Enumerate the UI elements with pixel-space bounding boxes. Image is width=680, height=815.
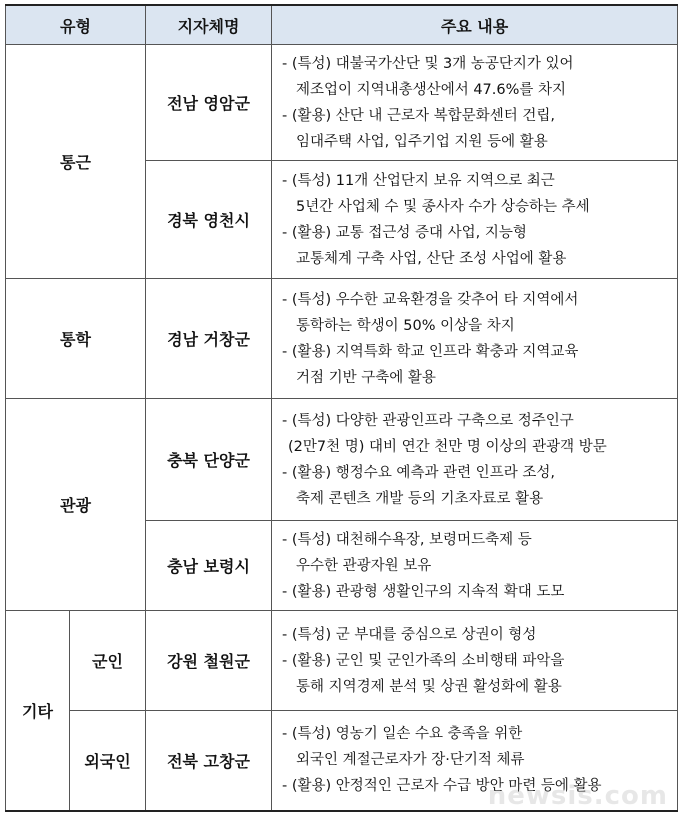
type-cell: 관광	[6, 399, 146, 611]
content-line: 교통체계 구축 사업, 산단 조성 사업에 활용	[296, 250, 567, 267]
content-line: - (활용) 군인 및 군인가족의 소비행태 파악을	[282, 652, 565, 669]
content-line: - (특성) 군 부대를 중심으로 상권이 형성	[282, 626, 537, 643]
region-cell: 강원 철원군	[146, 611, 272, 711]
content-line: - (활용) 안정적인 근로자 수급 방안 마련 등에 활용	[282, 778, 602, 795]
region-cell: 경북 영천시	[146, 161, 272, 279]
region-cell: 충남 보령시	[146, 521, 272, 611]
content-line: 외국인 계절근로자가 장·단기적 체류	[296, 752, 525, 769]
content-line: - (활용) 지역특화 학교 인프라 확충과 지역교육	[282, 343, 579, 360]
content-line: 임대주택 사업, 입주기업 지원 등에 활용	[296, 133, 548, 150]
table-row	[6, 45, 678, 161]
content-line: 제조업이 지역내총생산에서 47.6%를 차지	[296, 81, 567, 98]
content-line: 거점 기반 구축에 활용	[296, 369, 436, 386]
content-line: - (특성) 영농기 일손 수요 충족을 위한	[282, 726, 523, 743]
subtype-cell: 군인	[70, 611, 146, 711]
policy-table	[5, 4, 678, 812]
content-cell	[272, 521, 678, 611]
region-cell: 전북 고창군	[146, 711, 272, 811]
content-line: 통해 지역경제 분석 및 상권 활성화에 활용	[296, 678, 562, 695]
table-row	[6, 399, 678, 521]
type-cell: 통근	[6, 45, 146, 279]
content-line: - (특성) 대불국가산단 및 3개 농공단지가 있어	[282, 55, 574, 72]
header-content: 주요 내용	[272, 5, 678, 45]
content-line: 우수한 관광자원 보유	[296, 557, 432, 574]
content-line: 5년간 사업체 수 및 종사자 수가 상승하는 추세	[296, 198, 590, 215]
watermark: newsis.com	[487, 781, 668, 811]
content-line: - (특성) 우수한 교육환경을 갖추어 타 지역에서	[282, 291, 579, 308]
content-cell	[272, 279, 678, 399]
table-row	[6, 279, 678, 399]
content-cell	[272, 45, 678, 161]
content-line: 통학하는 학생이 50% 이상을 차지	[296, 317, 515, 334]
header-type: 유형	[6, 5, 146, 45]
content-line: - (활용) 행정수요 예측과 관련 인프라 조성,	[282, 464, 555, 481]
content-line: (2만7천 명) 대비 연간 천만 명 이상의 관광객 방문	[288, 438, 607, 455]
content-line: - (활용) 교통 접근성 증대 사업, 지능형	[282, 224, 527, 241]
type-cell: 통학	[6, 279, 146, 399]
content-cell	[272, 161, 678, 279]
content-line: - (특성) 11개 산업단지 보유 지역으로 최근	[282, 172, 555, 189]
content-line: 축제 콘텐츠 개발 등의 기초자료로 활용	[296, 490, 544, 507]
header-region: 지자체명	[146, 5, 272, 45]
content-line: - (활용) 관광형 생활인구의 지속적 확대 도모	[282, 583, 565, 600]
region-cell: 충북 단양군	[146, 399, 272, 521]
content-line: - (특성) 다양한 관광인프라 구축으로 정주인구	[282, 412, 574, 429]
content-line: - (특성) 대천해수욕장, 보령머드축제 등	[282, 531, 532, 548]
table-row	[6, 611, 678, 711]
content-cell	[272, 399, 678, 521]
content-cell	[272, 611, 678, 711]
content-line: - (활용) 산단 내 근로자 복합문화센터 건립,	[282, 107, 555, 124]
region-cell: 경남 거창군	[146, 279, 272, 399]
region-cell: 전남 영암군	[146, 45, 272, 161]
type-cell: 기타	[6, 611, 70, 811]
subtype-cell: 외국인	[70, 711, 146, 811]
